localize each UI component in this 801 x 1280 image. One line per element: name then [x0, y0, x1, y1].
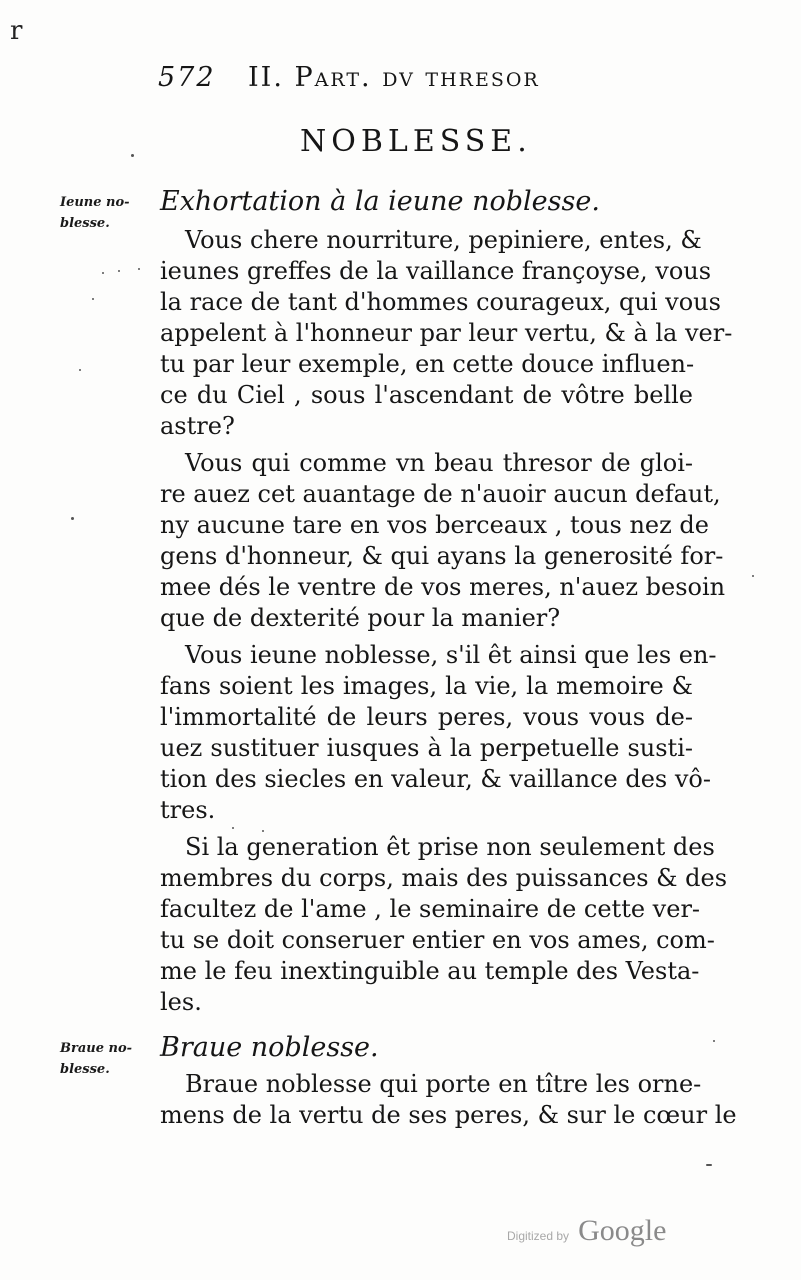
text-line: Braue noblesse qui porte en tître les orne- [185, 1070, 702, 1098]
section-heading: Exhortation à la ieune noblesse. [160, 186, 600, 217]
scan-speck [752, 575, 754, 577]
text-line: fans soient les images, la vie, la memoire & [160, 672, 693, 700]
scan-speck [92, 298, 94, 300]
text-line: l'immortalité de leurs peres, vous vous de- [160, 703, 693, 731]
text-line: mens de la vertu de ses peres, & sur le cœur le [160, 1101, 737, 1129]
page-header [158, 62, 638, 102]
scan-speck [71, 517, 74, 520]
watermark-logo: Google [578, 1214, 667, 1247]
running-head: II. Part. dv thresor [248, 62, 540, 93]
text-line: me le feu inextinguible au temple des Vesta- [160, 957, 700, 985]
watermark-digitized-label: Digitized by [507, 1229, 570, 1243]
text-line: astre? [160, 412, 235, 440]
text-line: tu par leur exemple, en cette douce influen- [160, 350, 695, 378]
margin-note [60, 1038, 152, 1080]
text-line: tion des siecles en valeur, & vaillance des vô- [160, 765, 711, 793]
text-line: facultez de l'ame , le seminaire de cette ver- [160, 895, 701, 923]
text-line: gens d'honneur, & qui ayans la generosité for- [160, 542, 724, 570]
scan-speck [713, 1040, 715, 1042]
text-line: les. [160, 988, 202, 1016]
scan-speck [232, 827, 234, 829]
scan-speck [131, 154, 134, 157]
text-line: tu se doit conseruer entier en vos ames, com- [160, 926, 715, 954]
text-line: ce du Ciel , sous l'ascendant de vôtre belle [160, 381, 693, 409]
scan-speck [138, 268, 140, 270]
text-line: membres du corps, mais des puissances & des [160, 864, 728, 892]
text-line: Vous ieune noblesse, s'il êt ainsi que les en- [185, 641, 717, 669]
digitization-watermark [507, 1214, 666, 1248]
margin-note-line: Braue no- [60, 1041, 133, 1056]
page-number: 572 [158, 62, 216, 93]
margin-note-line: Ieune no- [60, 195, 130, 210]
margin-note-line: blesse. [60, 216, 110, 231]
text-line: uez sustituer iusques à la perpetuelle susti- [160, 734, 693, 762]
text-line: tres. [160, 796, 216, 824]
text-line: Si la generation êt prise non seulement des [185, 833, 715, 861]
scan-speck [79, 369, 81, 371]
margin-note [60, 192, 152, 234]
text-line: mee dés le ventre de vos meres, n'auez besoin [160, 573, 726, 601]
text-line: appelent à l'honneur par leur vertu, & à la ver- [160, 319, 733, 347]
section-heading: Braue noblesse. [160, 1032, 379, 1063]
scan-speck [102, 272, 104, 274]
corner-mark: r [10, 16, 23, 46]
scan-speck [706, 1164, 712, 1166]
scan-speck [262, 830, 264, 832]
margin-note-line: blesse. [60, 1062, 110, 1077]
text-line: la race de tant d'hommes courageux, qui vous [160, 288, 721, 316]
text-line: Vous chere nourriture, pepiniere, entes, & [185, 226, 702, 254]
text-line: re auez cet auantage de n'auoir aucun defaut, [160, 480, 721, 508]
text-line: Vous qui comme vn beau thresor de gloi- [185, 449, 693, 477]
scan-speck [118, 270, 120, 272]
text-line: ieunes greffes de la vaillance françoyse, vous [160, 257, 712, 285]
text-line: ny aucune tare en vos berceaux , tous nez de [160, 511, 709, 539]
text-line: que de dexterité pour la manier? [160, 604, 561, 632]
section-title: NOBLESSE. [300, 124, 532, 159]
